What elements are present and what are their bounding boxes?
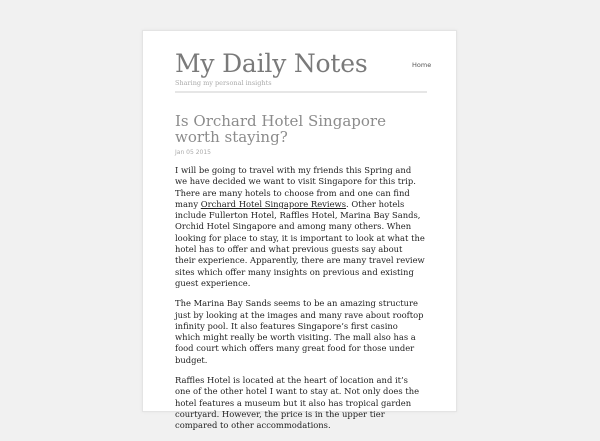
post-date: Jan 05 2015 [175,149,211,156]
post-title[interactable]: Is Orchard Hotel Singapore worth staying? [175,112,386,146]
page-container [142,30,457,431]
post-paragraph-2: The Marina Bay Sands seems to be an amazing structure just by looking at the images and many rave about rooftop infinity pool. It also features Singapore’s first casino which might really be worth visiting. The mall also has a food court which offers many great food for those under budget. [175,298,424,365]
paragraph-text: . Other hotels include Fullerton Hotel, Raffles Hotel, Marina Bay Sands, Orchid Hotel Singapore and among many others. When looking for place to stay, it is important to look at what the hotel has to offer and what previous guests say about their experience. Apparently, there are many travel review sites which offer many insights on previous and existing guest experience. [175,198,425,288]
site-title[interactable]: My Daily Notes [175,49,368,78]
nav-home-link[interactable]: Home [412,61,432,69]
post-paragraph-1 [175,165,425,289]
post-paragraph-3: Raffles Hotel is located at the heart of location and it’s one of the other hotel I want to stay at. Not only does the hotel features a museum but it also has tropical garden courtyard. However, the price is in the upper tier compared to other accommodations. [175,375,420,431]
header-divider [175,91,427,93]
orchard-hotel-reviews-link[interactable]: Orchard Hotel Singapore Reviews [200,198,347,209]
post-body [175,165,425,441]
site-tagline: Sharing my personal insights [175,79,272,87]
paragraph-text: I will be going to travel with my friends this Spring and we have decided we want to visit Singapore for this trip. There are many hotels to choose from and one can find many [175,165,416,209]
